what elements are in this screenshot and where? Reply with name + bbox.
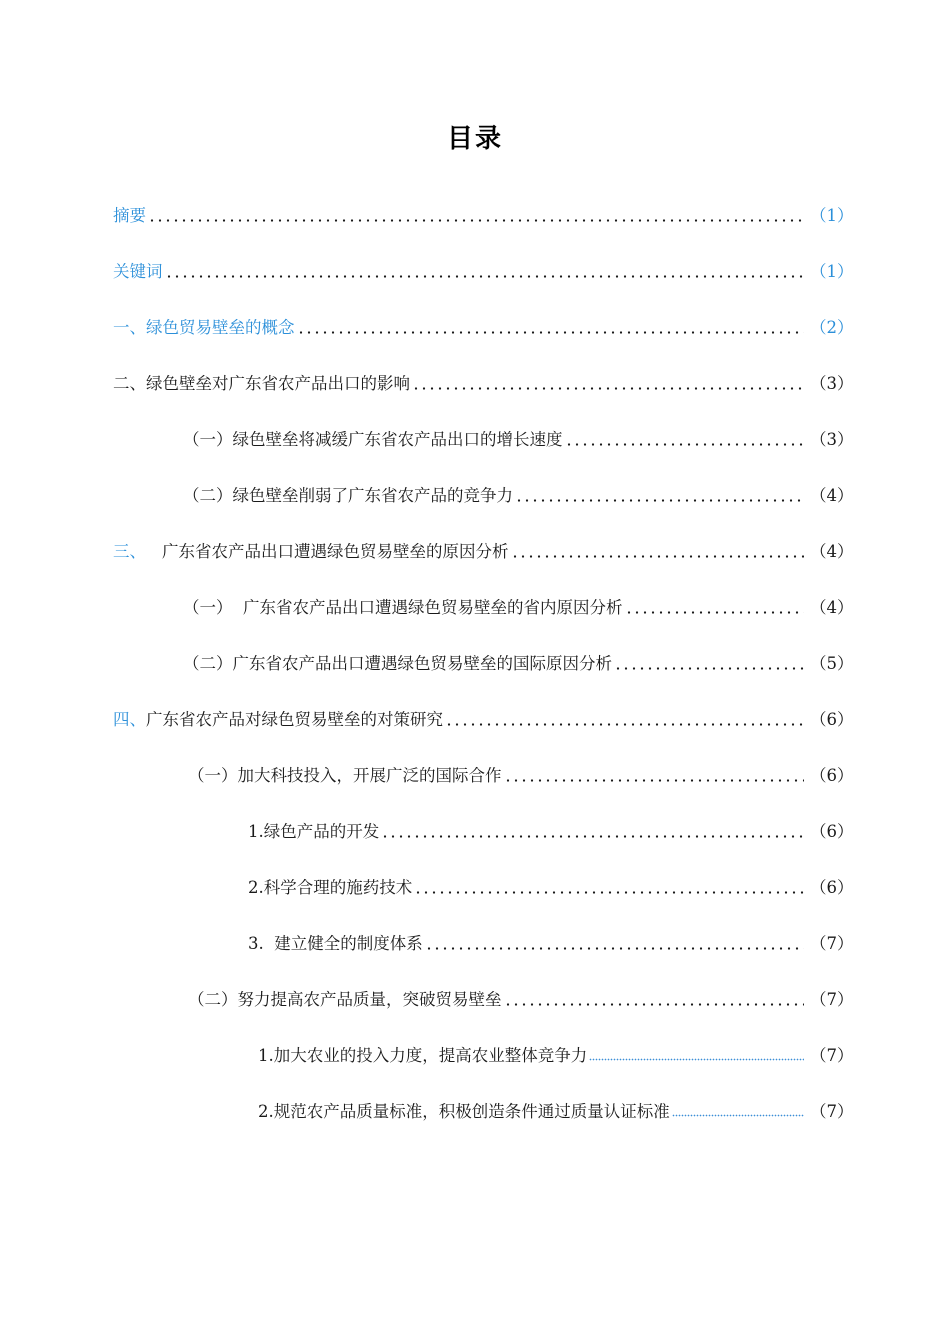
toc-entry-text: 广东省农产品出口遭遇绿色贸易壁垒的原因分析 — [162, 542, 509, 561]
toc-entry-prefix: 三、 — [113, 542, 146, 561]
toc-entry-section-4-1-3[interactable] — [0, 924, 950, 954]
toc-page-number: （4） — [810, 542, 854, 561]
toc-page-number: （6） — [810, 766, 854, 785]
toc-dot-leader — [589, 1058, 804, 1061]
toc-entry-text: （二）广东省农产品出口遭遇绿色贸易壁垒的国际原因分析 — [183, 654, 612, 673]
toc-entry-text: 一、绿色贸易壁垒的概念 — [113, 318, 295, 337]
toc-page-number: （2） — [810, 318, 854, 337]
toc-dot-leader — [565, 443, 805, 446]
toc-page-number: （4） — [810, 486, 854, 505]
toc-dot-leader — [614, 667, 804, 670]
toc-page-number: （5） — [810, 654, 854, 673]
toc-page-number: （7） — [810, 990, 854, 1009]
toc-entry-section-2-1[interactable] — [0, 420, 950, 450]
toc-page-number: （1） — [810, 262, 854, 281]
toc-entry-text: 2.科学合理的施药技术 — [248, 878, 413, 897]
toc-page-number: （7） — [810, 1102, 854, 1121]
toc-page-number: （4） — [810, 598, 854, 617]
toc-page-number: （1） — [810, 206, 854, 225]
toc-entry-prefix: 四、 — [113, 710, 146, 729]
toc-entry-section-3[interactable] — [0, 532, 950, 562]
toc-dot-leader — [672, 1114, 804, 1117]
toc-dot-leader — [381, 835, 804, 838]
toc-page-number: （6） — [810, 878, 854, 897]
toc-entry-abstract[interactable] — [0, 196, 950, 226]
toc-entry-keywords[interactable] — [0, 252, 950, 282]
toc-entry-section-3-1[interactable] — [0, 588, 950, 618]
toc-entry-section-2[interactable] — [0, 364, 950, 394]
toc-page-number: （6） — [810, 822, 854, 841]
toc-entry-section-4-2-2[interactable] — [0, 1092, 950, 1122]
toc-page-number: （6） — [810, 710, 854, 729]
toc-entry-section-4[interactable] — [0, 700, 950, 730]
toc-entry-section-1[interactable] — [0, 308, 950, 338]
toc-page-number: （3） — [810, 430, 854, 449]
toc-entry-text: 3. 建立健全的制度体系 — [248, 934, 423, 953]
toc-dot-leader — [445, 723, 804, 726]
toc-page-number: （7） — [810, 934, 854, 953]
toc-dot-leader — [425, 947, 804, 950]
toc-entry-text: 摘要 — [113, 206, 146, 225]
toc-dot-leader — [148, 219, 804, 222]
toc-dot-leader — [511, 555, 805, 558]
toc-dot-leader — [165, 275, 805, 278]
toc-entry-section-4-2[interactable] — [0, 980, 950, 1010]
toc-entry-text: （二）绿色壁垒削弱了广东省农产品的竞争力 — [183, 486, 513, 505]
toc-entry-text: 2.规范农产品质量标准，积极创造条件通过质量认证标准 — [258, 1102, 670, 1121]
toc-entry-text: （一）绿色壁垒将减缓广东省农产品出口的增长速度 — [183, 430, 563, 449]
page-title: 目录 — [446, 124, 503, 154]
toc-entry-section-4-1[interactable] — [0, 756, 950, 786]
toc-entry-text: （一） 广东省农产品出口遭遇绿色贸易壁垒的省内原因分析 — [183, 598, 623, 617]
toc-dot-leader — [297, 331, 805, 334]
toc-entry-section-4-1-1[interactable] — [0, 812, 950, 842]
toc-entry-text: 广东省农产品对绿色贸易壁垒的对策研究 — [146, 710, 443, 729]
toc-page-number: （3） — [810, 374, 854, 393]
toc-dot-leader — [412, 387, 804, 390]
toc-dot-leader — [414, 891, 804, 894]
toc-entry-text: （一）加大科技投入，开展广泛的国际合作 — [188, 766, 502, 785]
toc-entry-text: （二）努力提高农产品质量，突破贸易壁垒 — [188, 990, 502, 1009]
toc-entry-text: 关键词 — [113, 262, 163, 281]
toc-entry-text: 二、绿色壁垒对广东省农产品出口的影响 — [113, 374, 410, 393]
toc-entry-section-2-2[interactable] — [0, 476, 950, 506]
toc-dot-leader — [515, 499, 804, 502]
toc-dot-leader — [504, 779, 805, 782]
toc-page-number: （7） — [810, 1046, 854, 1065]
toc-dot-leader — [625, 611, 805, 614]
toc-entry-text: 1.绿色产品的开发 — [248, 822, 380, 841]
toc-entry-section-4-2-1[interactable] — [0, 1036, 950, 1066]
toc-entry-section-3-2[interactable] — [0, 644, 950, 674]
toc-entry-section-4-1-2[interactable] — [0, 868, 950, 898]
toc-dot-leader — [504, 1003, 805, 1006]
toc-entry-text: 1.加大农业的投入力度，提高农业整体竞争力 — [258, 1046, 588, 1065]
